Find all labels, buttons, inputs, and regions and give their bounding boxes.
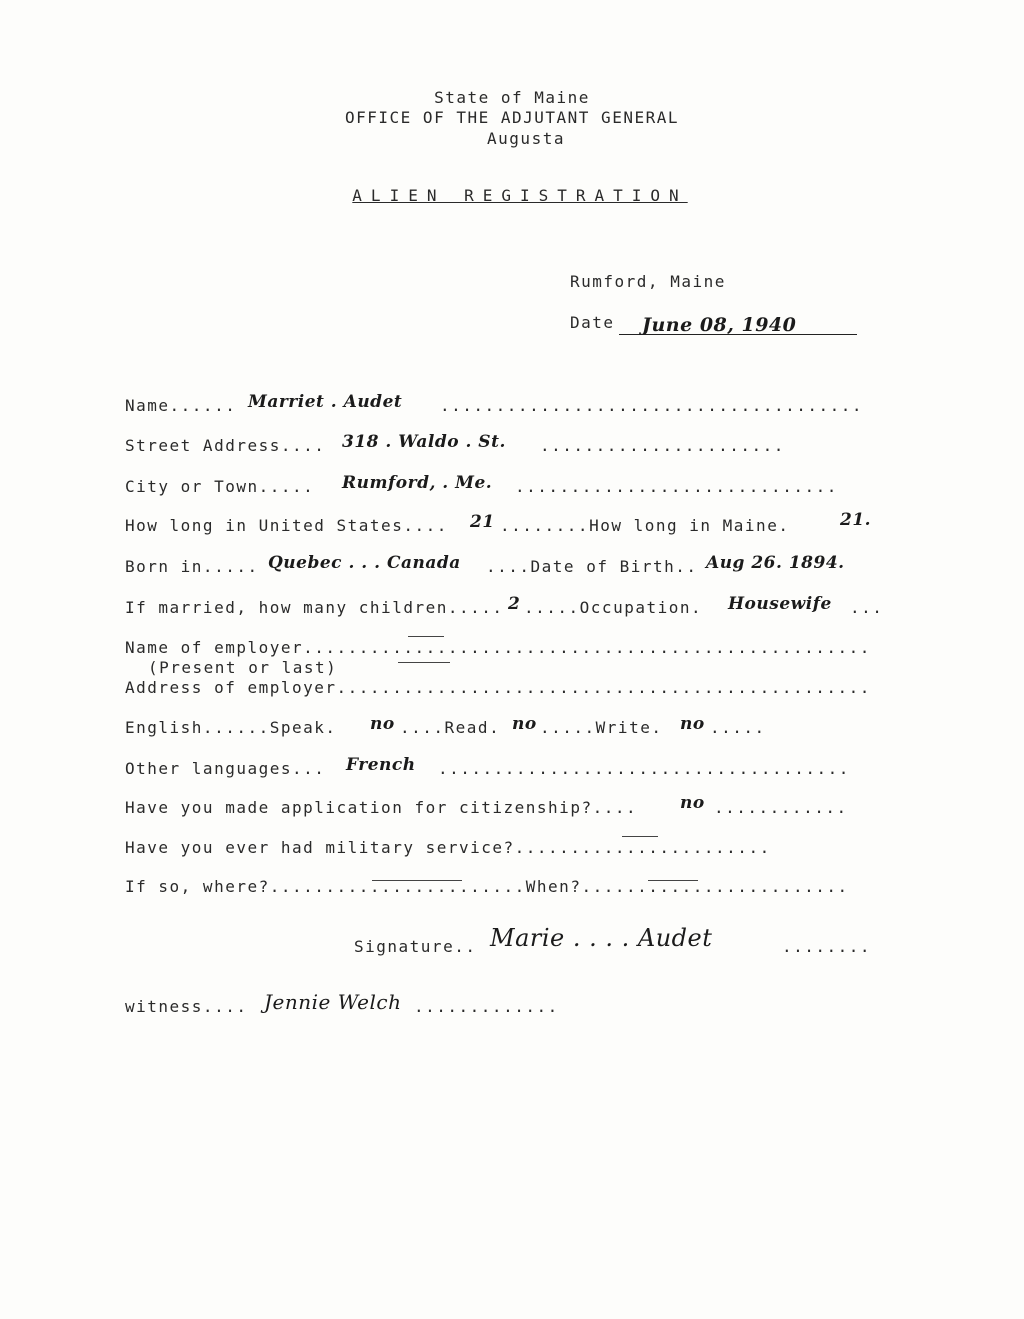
citizenship-trail: ............ xyxy=(714,798,848,817)
city-value: Rumford, . Me. xyxy=(342,473,493,493)
how-long-us-label: How long in United States.... xyxy=(125,516,448,535)
street-value: 318 . Waldo . St. xyxy=(342,432,506,452)
street-trail: ...................... xyxy=(540,436,785,455)
city-trail: ............................. xyxy=(515,477,838,496)
city-label: City or Town..... xyxy=(125,477,315,496)
name-label: Name...... xyxy=(125,396,237,415)
date-value: June 08, 1940 xyxy=(642,314,797,336)
english-write-value: no xyxy=(680,714,705,734)
signature-value: Marie . . . . Audet xyxy=(490,924,713,952)
english-trail: ..... xyxy=(710,718,766,737)
born-in-value: Quebec . . . Canada xyxy=(268,553,461,573)
other-languages-trail: ..................................... xyxy=(438,759,850,778)
date-of-birth-value: Aug 26. 1894. xyxy=(706,553,845,573)
citizenship-label: Have you made application for citizenship?.... xyxy=(125,798,638,817)
place-line: Rumford, Maine xyxy=(570,272,726,291)
children-value: 2 xyxy=(508,594,521,614)
occupation-label: .....Occupation. xyxy=(524,598,703,617)
witness-label: witness.... xyxy=(125,997,248,1016)
name-trail: ...................................... xyxy=(440,396,864,415)
employer-dash xyxy=(408,636,444,637)
where-dash xyxy=(372,880,462,881)
other-languages-label: Other languages... xyxy=(125,759,326,778)
witness-trail: ............. xyxy=(414,997,559,1016)
how-long-us-value: 21 xyxy=(470,512,495,532)
military-label: Have you ever had military service?....................... xyxy=(125,838,771,857)
occupation-value: Housewife xyxy=(728,594,832,614)
form-title: ALIEN REGISTRATION xyxy=(352,186,688,205)
how-long-maine-value: 21. xyxy=(840,510,872,530)
english-speak-value: no xyxy=(370,714,395,734)
english-write-label: .....Write. xyxy=(540,718,663,737)
born-in-label: Born in..... xyxy=(125,557,259,576)
signature-label: Signature.. xyxy=(354,937,477,956)
military-dash xyxy=(622,836,658,837)
name-value: Marriet . Audet xyxy=(248,392,403,412)
english-label: English......Speak. xyxy=(125,718,337,737)
header-office: OFFICE OF THE ADJUTANT GENERAL xyxy=(345,108,679,127)
english-read-label: ....Read. xyxy=(400,718,501,737)
employer-sub-label: (Present or last) xyxy=(148,658,338,677)
when-dash xyxy=(648,880,698,881)
if-so-label: If so, where?.......................When?........................ xyxy=(125,877,849,896)
employer-sub-dash xyxy=(398,662,450,663)
employer-label: Name of employer................................................... xyxy=(125,638,871,657)
header-state: State of Maine xyxy=(434,88,590,107)
english-read-value: no xyxy=(512,714,537,734)
witness-value: Jennie Welch xyxy=(264,990,402,1014)
other-languages-value: French xyxy=(346,755,416,775)
occupation-trail: ... xyxy=(850,598,884,617)
employer-address-label: Address of employer................................................ xyxy=(125,678,871,697)
citizenship-value: no xyxy=(680,793,705,813)
header-city: Augusta xyxy=(487,129,565,148)
date-label: Date xyxy=(570,313,615,332)
date-of-birth-label: ....Date of Birth.. xyxy=(486,557,698,576)
how-long-maine-label: ........How long in Maine. xyxy=(500,516,790,535)
children-label: If married, how many children..... xyxy=(125,598,504,617)
signature-trail: ........ xyxy=(782,937,872,956)
street-label: Street Address.... xyxy=(125,436,326,455)
